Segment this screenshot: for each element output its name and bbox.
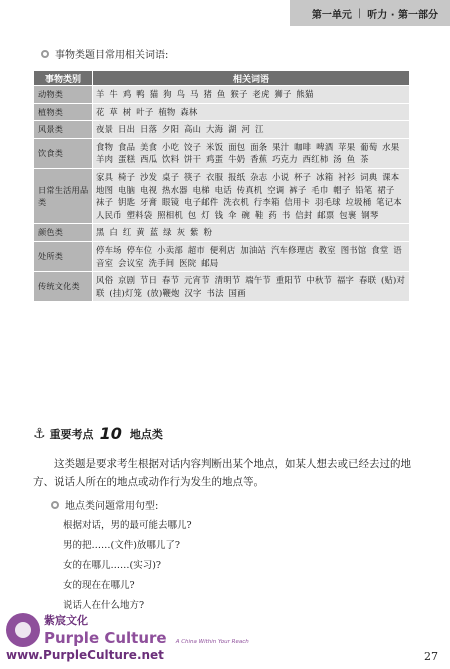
table-row — [34, 241, 410, 271]
page-number: 27 — [424, 650, 438, 663]
unit-header — [290, 0, 450, 26]
logo-emblem-icon — [6, 613, 40, 647]
vocab-heading — [41, 46, 168, 61]
logo-tagline: A China Within Your Reach — [175, 639, 249, 645]
words-cell: 花 草 树 叶子 植物 森林 — [93, 103, 410, 121]
words-cell: 食物 食品 美食 小吃 饺子 米饭 面包 面条 果汁 咖啡 啤酒 苹果 葡萄 水果 羊肉 蛋糕 西瓜 饮料 饼干 鸡蛋 牛奶 香蕉 巧克力 西红柿 汤 鱼 茶 — [93, 138, 410, 168]
intro-paragraph: 这类题是要求考生根据对话内容判断出某个地点，如某人想去或已经去过的地方、说话人所在的地点或动作行为发生的地点等。 — [33, 458, 411, 488]
questions-heading — [51, 497, 158, 512]
logo-english: Purple Culture — [44, 629, 167, 647]
vocab-table — [33, 70, 410, 302]
category-cell: 日常生活用品类 — [34, 168, 93, 223]
table-row — [34, 224, 410, 242]
questions-heading-text: 地点类问题常用句型: — [65, 501, 159, 512]
question-patterns — [63, 516, 192, 616]
table-row — [34, 168, 410, 223]
category-cell: 饮食类 — [34, 138, 93, 168]
table-row — [34, 86, 410, 104]
category-cell: 处所类 — [34, 241, 93, 271]
unit-label: 第一单元 — [311, 9, 352, 21]
col-header-category: 事物类别 — [34, 71, 93, 86]
logo-text — [44, 612, 249, 647]
vocab-heading-text: 事物类题目常用相关词语: — [55, 50, 169, 61]
question-item: 女的在哪儿……(实习)? — [63, 560, 162, 571]
key-point-heading — [33, 424, 163, 443]
words-cell: 夜景 日出 日落 夕阳 高山 大海 湖 河 江 — [93, 121, 410, 139]
category-cell: 动物类 — [34, 86, 93, 104]
question-item: 男的把……(文件)放哪儿了? — [63, 540, 181, 551]
key-point-number: 10 — [99, 424, 122, 443]
category-cell: 颜色类 — [34, 224, 93, 242]
table-row — [34, 272, 410, 302]
bullet-circle-icon — [41, 50, 49, 58]
bullet-circle-icon — [51, 501, 59, 509]
key-point-label: 重要考点 — [49, 427, 94, 441]
category-cell: 风景类 — [34, 121, 93, 139]
question-item: 说话人在什么地方? — [63, 600, 145, 611]
table-row — [34, 103, 410, 121]
logo-english-row — [44, 628, 249, 647]
words-cell: 家具 椅子 沙发 桌子 筷子 衣服 报纸 杂志 小说 杯子 冰箱 衬衫 词典 课本 地图 电脑 电视 热水器 电梯 电话 传真机 空调 裤子 毛巾 帽子 铅笔 裙子 袜子 钥匙 牙膏 眼镜 电子邮件 洗衣机 行李箱 信用卡 羽毛球 垃圾桶 笔记本 人民币 塑料袋 照相机 包 灯 钱 伞 碗 鞋 药 书 信封 邮票 包裹 钢琴 — [93, 168, 410, 223]
words-cell: 黑 白 红 黄 蓝 绿 灰 紫 粉 — [93, 224, 410, 242]
question-item: 根据对话，男的最可能去哪儿? — [63, 520, 192, 531]
words-cell: 停车场 停车位 小卖部 超市 便利店 加油站 汽车修理店 教室 图书馆 食堂 语音室 会议室 洗手间 医院 邮局 — [93, 241, 410, 271]
section-label: 听力 · 第一部分 — [367, 9, 438, 21]
anchor-icon: ⚓ — [33, 425, 46, 442]
watermark-url: www.PurpleCulture.net — [6, 648, 164, 662]
table-row — [34, 121, 410, 139]
words-cell: 风俗 京剧 节日 春节 元宵节 清明节 端午节 重阳节 中秋节 福字 春联 (贴)对联 (挂)灯笼 (放)鞭炮 汉字 书法 国画 — [93, 272, 410, 302]
col-header-words: 相关词语 — [93, 71, 410, 86]
table-row — [34, 138, 410, 168]
logo-chinese: 紫宸文化 — [44, 614, 88, 627]
category-cell: 植物类 — [34, 103, 93, 121]
header-divider: | — [357, 7, 362, 19]
question-item: 女的现在在哪儿? — [63, 580, 135, 591]
watermark-logo — [6, 612, 249, 647]
category-cell: 传统文化类 — [34, 272, 93, 302]
key-point-name: 地点类 — [129, 427, 163, 441]
words-cell: 羊 牛 鸡 鸭 猫 狗 鸟 马 猪 鱼 猴子 老虎 狮子 熊猫 — [93, 86, 410, 104]
table-header-row — [34, 71, 410, 86]
